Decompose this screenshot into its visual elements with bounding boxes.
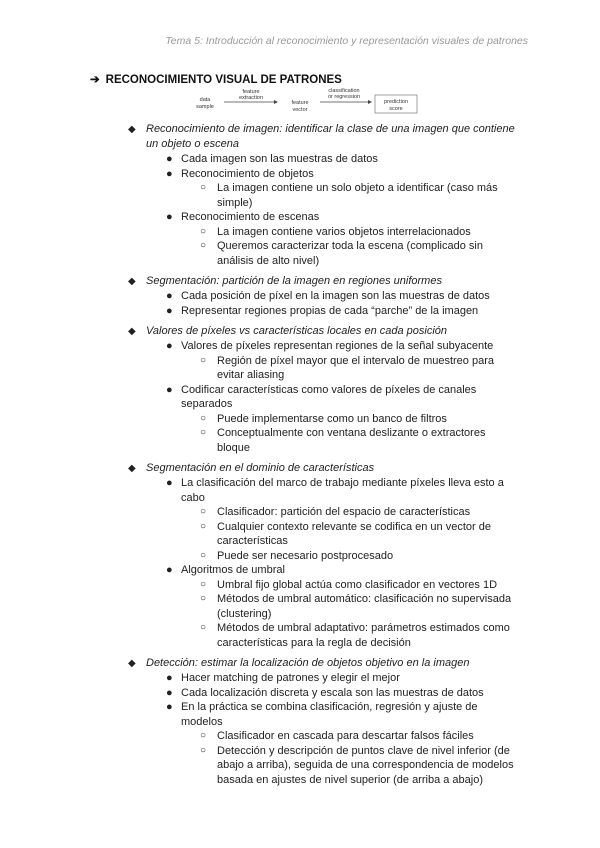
dot-bullet-icon: ● [166,672,173,684]
topic-section [0,122,600,268]
sub-list-item [0,549,600,564]
list-item [0,339,600,354]
topic-item [0,324,600,339]
sub-list-item [0,426,600,455]
diamond-bullet-icon: ◆ [128,658,136,669]
page-header: Tema 5: Introducción al reconocimiento y representación visuales de patrones [165,35,528,47]
list-item-text: Codificar características como valores de píxeles de canales separados [181,383,477,410]
sub-list-item [0,181,600,210]
list-item-text: Cada imagen son las muestras de datos [181,153,378,165]
diagram-score-label-1: prediction [384,99,408,105]
sub-list-item-text: La imagen contiene un solo objeto a identificar (caso más simple) [217,182,498,209]
list-item-text: En la práctica se combina clasificación, regresión y ajuste de modelos [181,701,478,728]
list-item [0,152,600,167]
circle-bullet-icon: ○ [200,427,207,438]
list-item [0,563,600,578]
diamond-bullet-icon: ◆ [128,276,136,287]
circle-bullet-icon: ○ [200,730,207,741]
circle-bullet-icon: ○ [200,549,207,561]
sub-list-item-text: Métodos de umbral adaptativo: parámetros estimados como características para la regla de decisión [217,622,510,649]
diagram-extraction-label-1: feature [242,89,260,95]
list-item [0,304,600,319]
diamond-bullet-icon: ◆ [128,463,136,474]
diagram-arrowhead-1 [274,100,278,104]
sub-list-item [0,412,600,427]
diagram-data-label-2: sample [196,104,214,110]
sub-list-item [0,505,600,520]
topic-section [0,274,600,318]
dot-bullet-icon: ● [166,686,173,699]
pipeline-diagram [196,86,426,116]
circle-bullet-icon: ○ [200,182,207,193]
diagram-vector-label-2: vector [292,107,308,113]
dot-bullet-icon: ● [166,290,173,302]
arrow-right-icon: ➔ [90,74,100,86]
circle-bullet-icon: ○ [200,520,207,532]
circle-bullet-icon: ○ [200,506,207,517]
topic-text: Detección: estimar la localización de objetos objetivo en la imagen [146,657,470,669]
circle-bullet-icon: ○ [200,622,207,633]
dot-bullet-icon: ● [166,477,173,489]
sub-list-item-text: Región de píxel mayor que el intervalo de muestreo para evitar aliasing [217,354,494,381]
sub-list-item [0,621,600,650]
sub-list-item-text: Métodos de umbral automático: clasificación no supervisada (clustering) [217,593,512,620]
topic-text: Reconocimiento de imagen: identificar la clase de una imagen que contiene un objeto o escena [146,123,515,150]
sub-list-item-text: Cualquier contexto relevante se codifica en un vector de características [217,520,491,547]
topic-text: Segmentación en el dominio de características [146,462,375,474]
sub-list-item-text: Puede ser necesario postprocesado [217,549,394,562]
circle-bullet-icon: ○ [200,240,207,251]
dot-bullet-icon: ● [166,167,173,180]
list-item [0,383,600,412]
list-item-text: Representar regiones propias de cada “parche” de la imagen [181,304,479,317]
sub-list-item [0,225,600,240]
list-item-text: Cada posición de píxel en la imagen son las muestras de datos [181,290,490,302]
topic-section [0,461,600,650]
list-item [0,686,600,701]
circle-bullet-icon: ○ [200,744,207,756]
sub-list-item [0,520,600,549]
diagram-arrowhead-2 [368,100,372,104]
sub-list-item [0,354,600,383]
topic-item [0,656,600,671]
topic-section [0,324,600,455]
circle-bullet-icon: ○ [200,578,207,590]
topic-item [0,461,600,476]
list-item-text: La clasificación del marco de trabajo mediante píxeles lleva esto a cabo [181,477,504,504]
diagram-classification-label-1: classification [328,88,360,94]
list-item-text: Valores de píxeles representan regiones de la señal subyacente [181,340,494,352]
dot-bullet-icon: ● [166,564,173,576]
diagram-data-label-1: data [199,97,211,103]
list-item-text: Hacer matching de patrones y elegir el mejor [181,672,400,684]
dot-bullet-icon: ● [166,383,173,396]
topic-text: Valores de píxeles vs características locales en cada posición [146,325,448,337]
sub-list-item-text: Detección y descripción de puntos clave de nivel inferior (de abajo a arriba), seguida de una correspondencia de modelos basada en ajustes de nivel superior (de arriba a abajo) [217,744,514,786]
sub-list-item-text: Clasificador: partición del espacio de características [217,506,471,518]
sub-list-item [0,239,600,268]
list-item [0,167,600,182]
dot-bullet-icon: ● [166,340,173,352]
section-title-text: RECONOCIMIENTO VISUAL DE PATRONES [105,74,342,86]
notes-content [0,122,600,793]
sub-list-item-text: Queremos caracterizar toda la escena (complicado sin análisis de alto nivel) [217,240,483,267]
sub-list-item-text: Clasificador en cascada para descartar falsos fáciles [217,730,474,742]
list-item [0,289,600,304]
sub-list-item-text: Puede implementarse como un banco de filtros [217,412,447,425]
sub-list-item-text: Conceptualmente con ventana deslizante o extractores bloque [217,427,486,454]
diagram-classification-label-2: or regression [327,94,361,100]
diagram-vector-label-1: feature [291,100,309,106]
circle-bullet-icon: ○ [200,412,207,424]
list-item [0,671,600,686]
topic-item [0,274,600,289]
dot-bullet-icon: ● [166,153,173,165]
list-item-text: Reconocimiento de escenas [181,211,320,223]
list-item [0,476,600,505]
list-item-text: Reconocimiento de objetos [181,167,314,180]
diagram-score-label-2: score [389,106,403,112]
sub-list-item [0,729,600,744]
dot-bullet-icon: ● [166,304,173,317]
sub-list-item [0,744,600,788]
sub-list-item-text: La imagen contiene varios objetos interrelacionados [217,225,471,238]
topic-text: Segmentación: partición de la imagen en regiones uniformes [146,275,442,287]
diagram-extraction-label-2: extraction [239,95,263,101]
diamond-bullet-icon: ◆ [128,326,136,337]
section-title [90,72,342,86]
list-item [0,210,600,225]
dot-bullet-icon: ● [166,211,173,223]
circle-bullet-icon: ○ [200,225,207,237]
sub-list-item-text: Umbral fijo global actúa como clasificador en vectores 1D [217,578,498,591]
list-item-text: Cada localización discreta y escala son las muestras de datos [181,686,484,699]
sub-list-item [0,578,600,593]
topic-item [0,122,600,152]
dot-bullet-icon: ● [166,701,173,713]
circle-bullet-icon: ○ [200,354,207,366]
list-item [0,700,600,729]
sub-list-item [0,592,600,621]
topic-section [0,656,600,787]
list-item-text: Algoritmos de umbral [181,564,285,576]
diamond-bullet-icon: ◆ [128,124,136,135]
circle-bullet-icon: ○ [200,593,207,604]
